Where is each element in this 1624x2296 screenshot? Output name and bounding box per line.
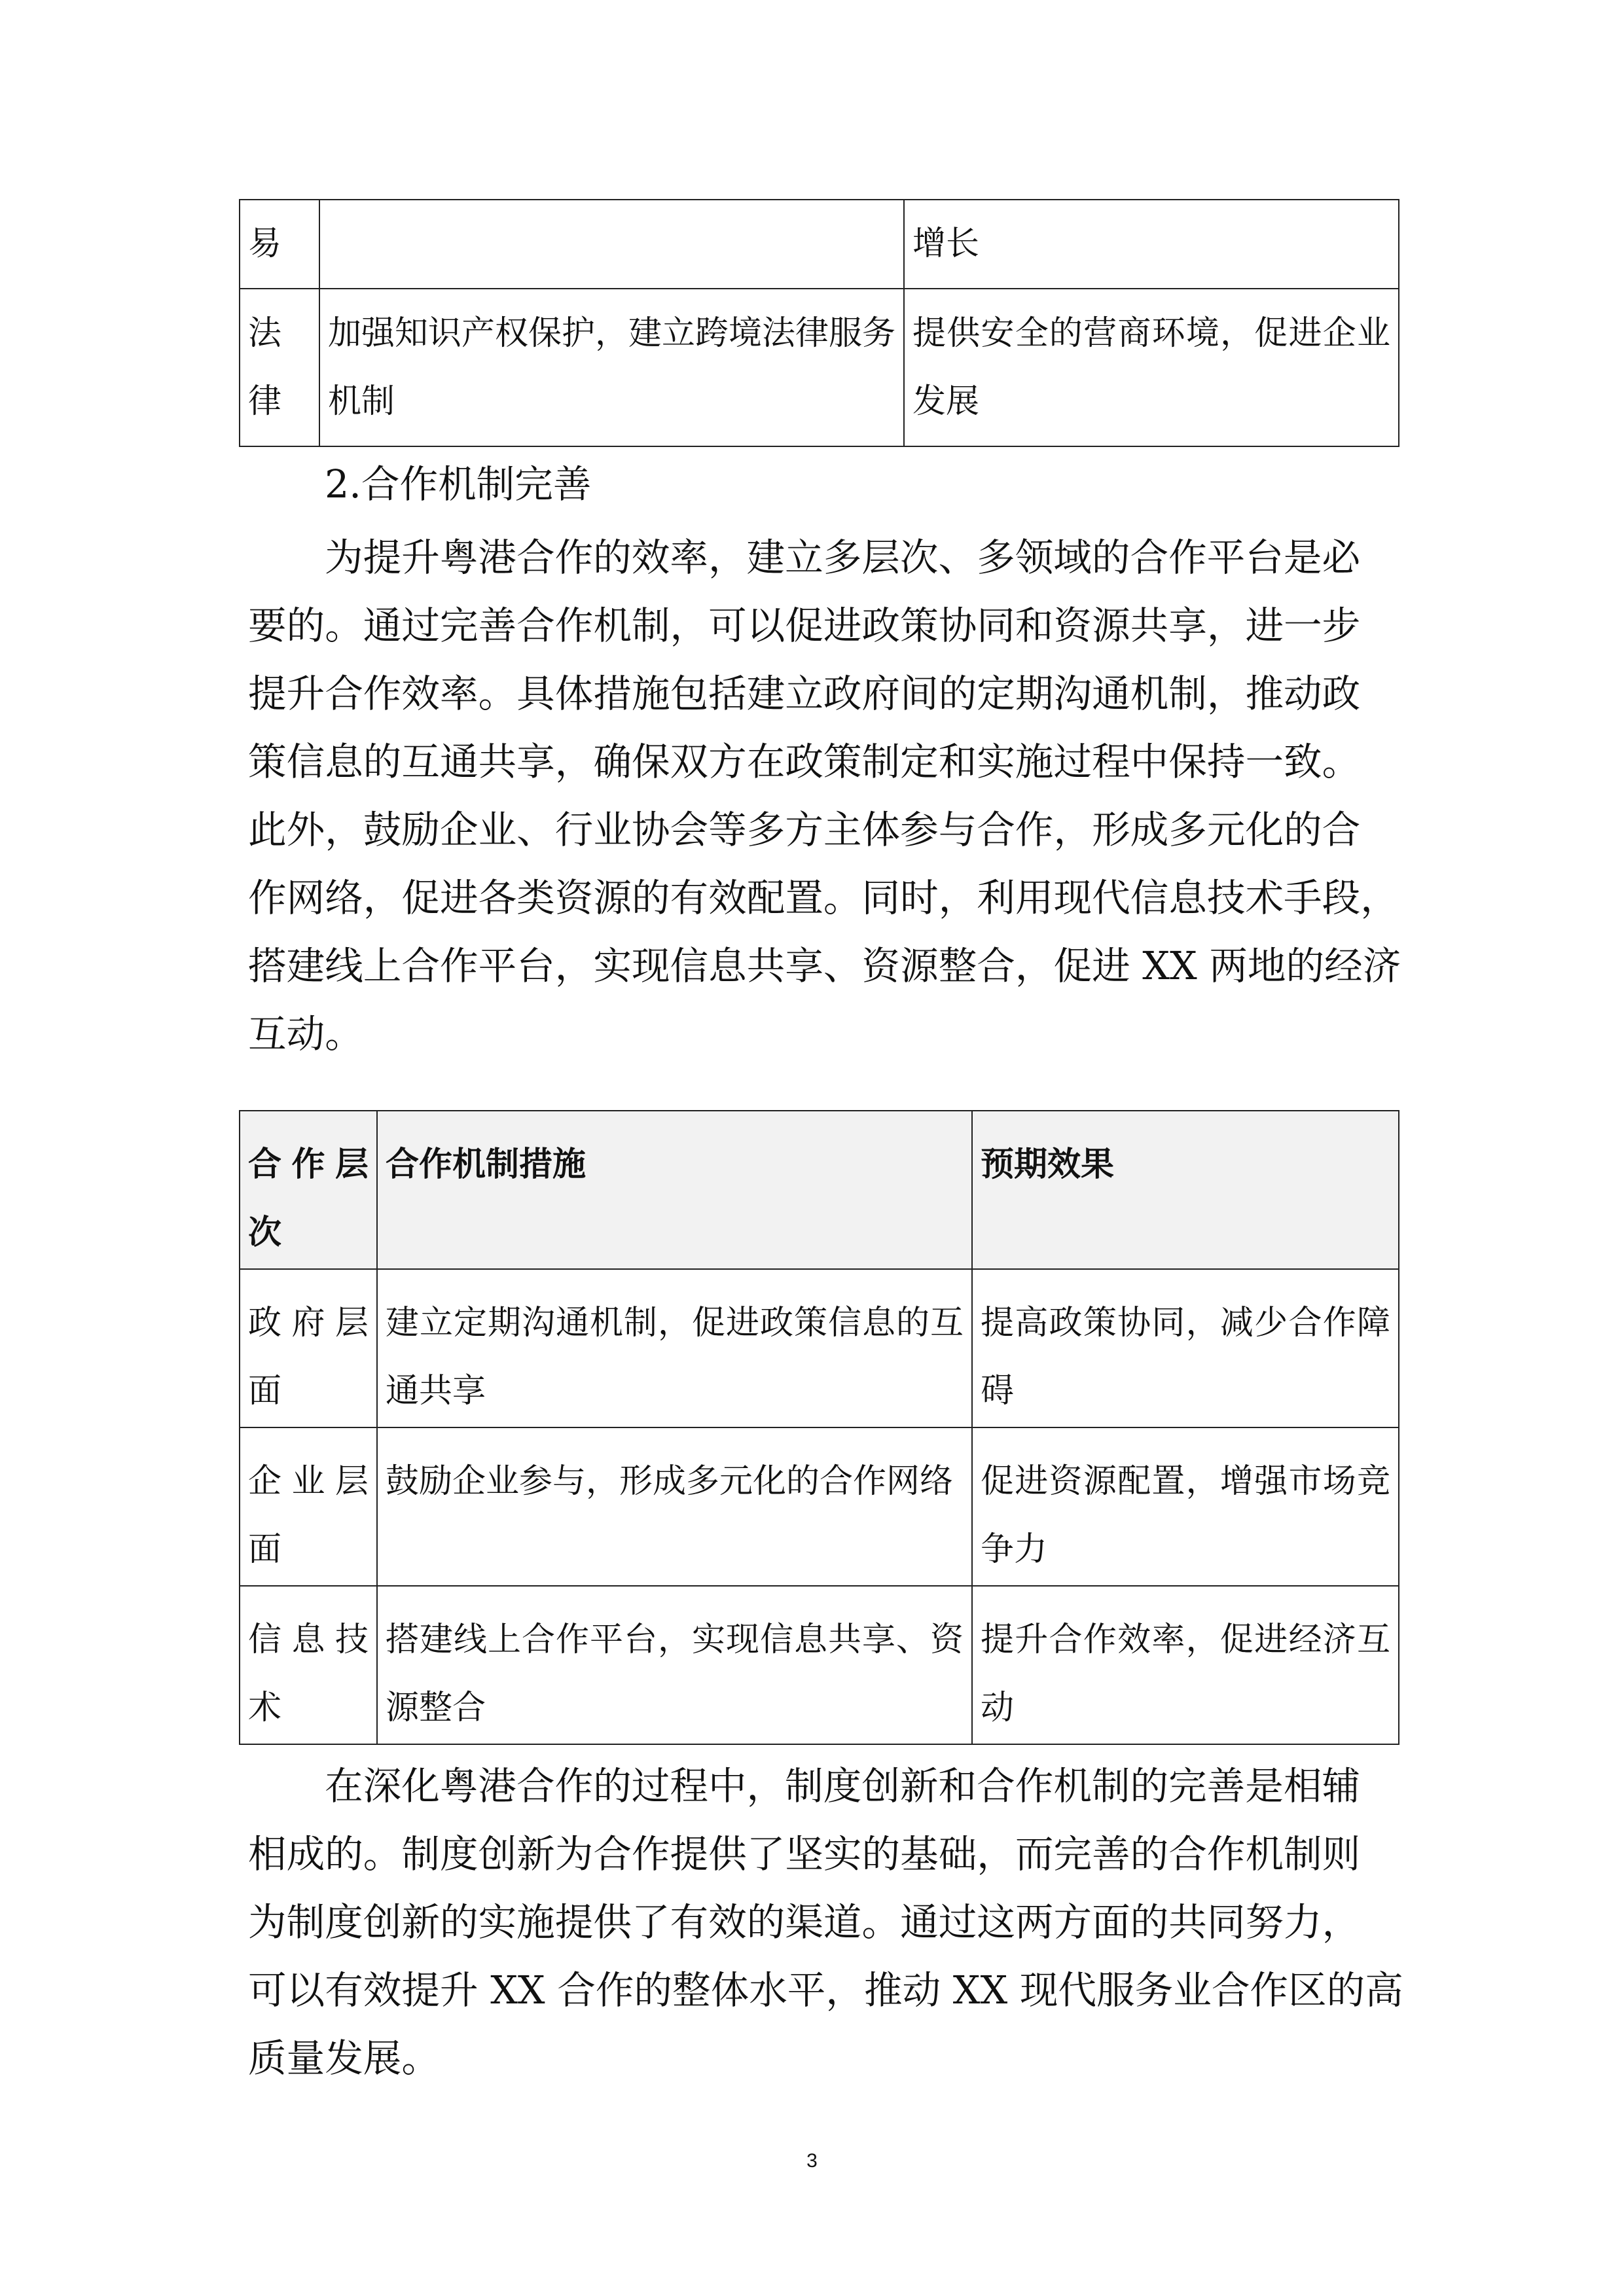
paragraph-line: 为提升粤港合作的效率，建立多层次、多领域的合作平台是必 [325,535,1361,580]
table-row [240,289,1399,446]
paragraph-line: 在深化粤港合作的过程中，制度创新和合作机制的完善是相辅 [325,1764,1361,1808]
table-cell: 法律 [240,289,319,446]
paragraph-line: 相成的。制度创新为合作提供了坚实的基础，而完善的合作机制则 [248,1832,1361,1876]
paragraph-line: 为制度创新的实施提供了有效的渠道。通过这两方面的共同努力， [248,1900,1361,1945]
paragraph-line: 提升合作效率。具体措施包括建立政府间的定期沟通机制，推动政 [248,672,1361,716]
table-row [240,200,1399,289]
policy-table-continued [239,199,1399,447]
table-cell: 增长 [904,200,1399,289]
paragraph-line: 搭建线上合作平台，实现信息共享、资源整合，促进 XX 两地的经济 [248,944,1401,988]
table-cell: 搭建线上合作平台，实现信息共享、资源整合 [377,1586,972,1744]
paragraph-line: 策信息的互通共享，确保双方在政策制定和实施过程中保持一致。 [248,740,1361,784]
table-header-cell: 预期效果 [972,1111,1399,1269]
paragraph-line: 质量发展。 [248,2036,440,2081]
table-cell: 企业层面 [240,1427,377,1586]
table-row [240,1269,1399,1427]
table-cell: 提升合作效率，促进经济互动 [972,1586,1399,1744]
table-header-cell: 合作层次 [240,1111,377,1269]
section-heading: 2.合作机制完善 [325,462,592,507]
table-cell: 建立定期沟通机制，促进政策信息的互通共享 [377,1269,972,1427]
table-cell: 提供安全的营商环境，促进企业发展 [904,289,1399,446]
paragraph-line: 可以有效提升 XX 合作的整体水平，推动 XX 现代服务业合作区的高 [248,1968,1403,2013]
table-cell: 提高政策协同，减少合作障碍 [972,1269,1399,1427]
table-cell: 信息技术 [240,1586,377,1744]
table-cell: 易 [240,200,319,289]
paragraph-line: 要的。通过完善合作机制，可以促进政策协同和资源共享，进一步 [248,603,1361,648]
paragraph-line: 互动。 [248,1012,363,1056]
table-cell: 促进资源配置，增强市场竞争力 [972,1427,1399,1586]
table-cell: 加强知识产权保护，建立跨境法律服务机制 [319,289,904,446]
paragraph-line: 作网络，促进各类资源的有效配置。同时，利用现代信息技术手段， [248,876,1399,920]
paragraph-line: 此外，鼓励企业、行业协会等多方主体参与合作，形成多元化的合 [248,808,1361,852]
table-cell [319,200,904,289]
table-cell: 鼓励企业参与，形成多元化的合作网络 [377,1427,972,1586]
table-header-row [240,1111,1399,1269]
page-number: 3 [806,2150,818,2172]
table-cell: 政府层面 [240,1269,377,1427]
table-row [240,1586,1399,1744]
table-header-cell: 合作机制措施 [377,1111,972,1269]
cooperation-mechanism-table [239,1110,1399,1745]
table-row [240,1427,1399,1586]
